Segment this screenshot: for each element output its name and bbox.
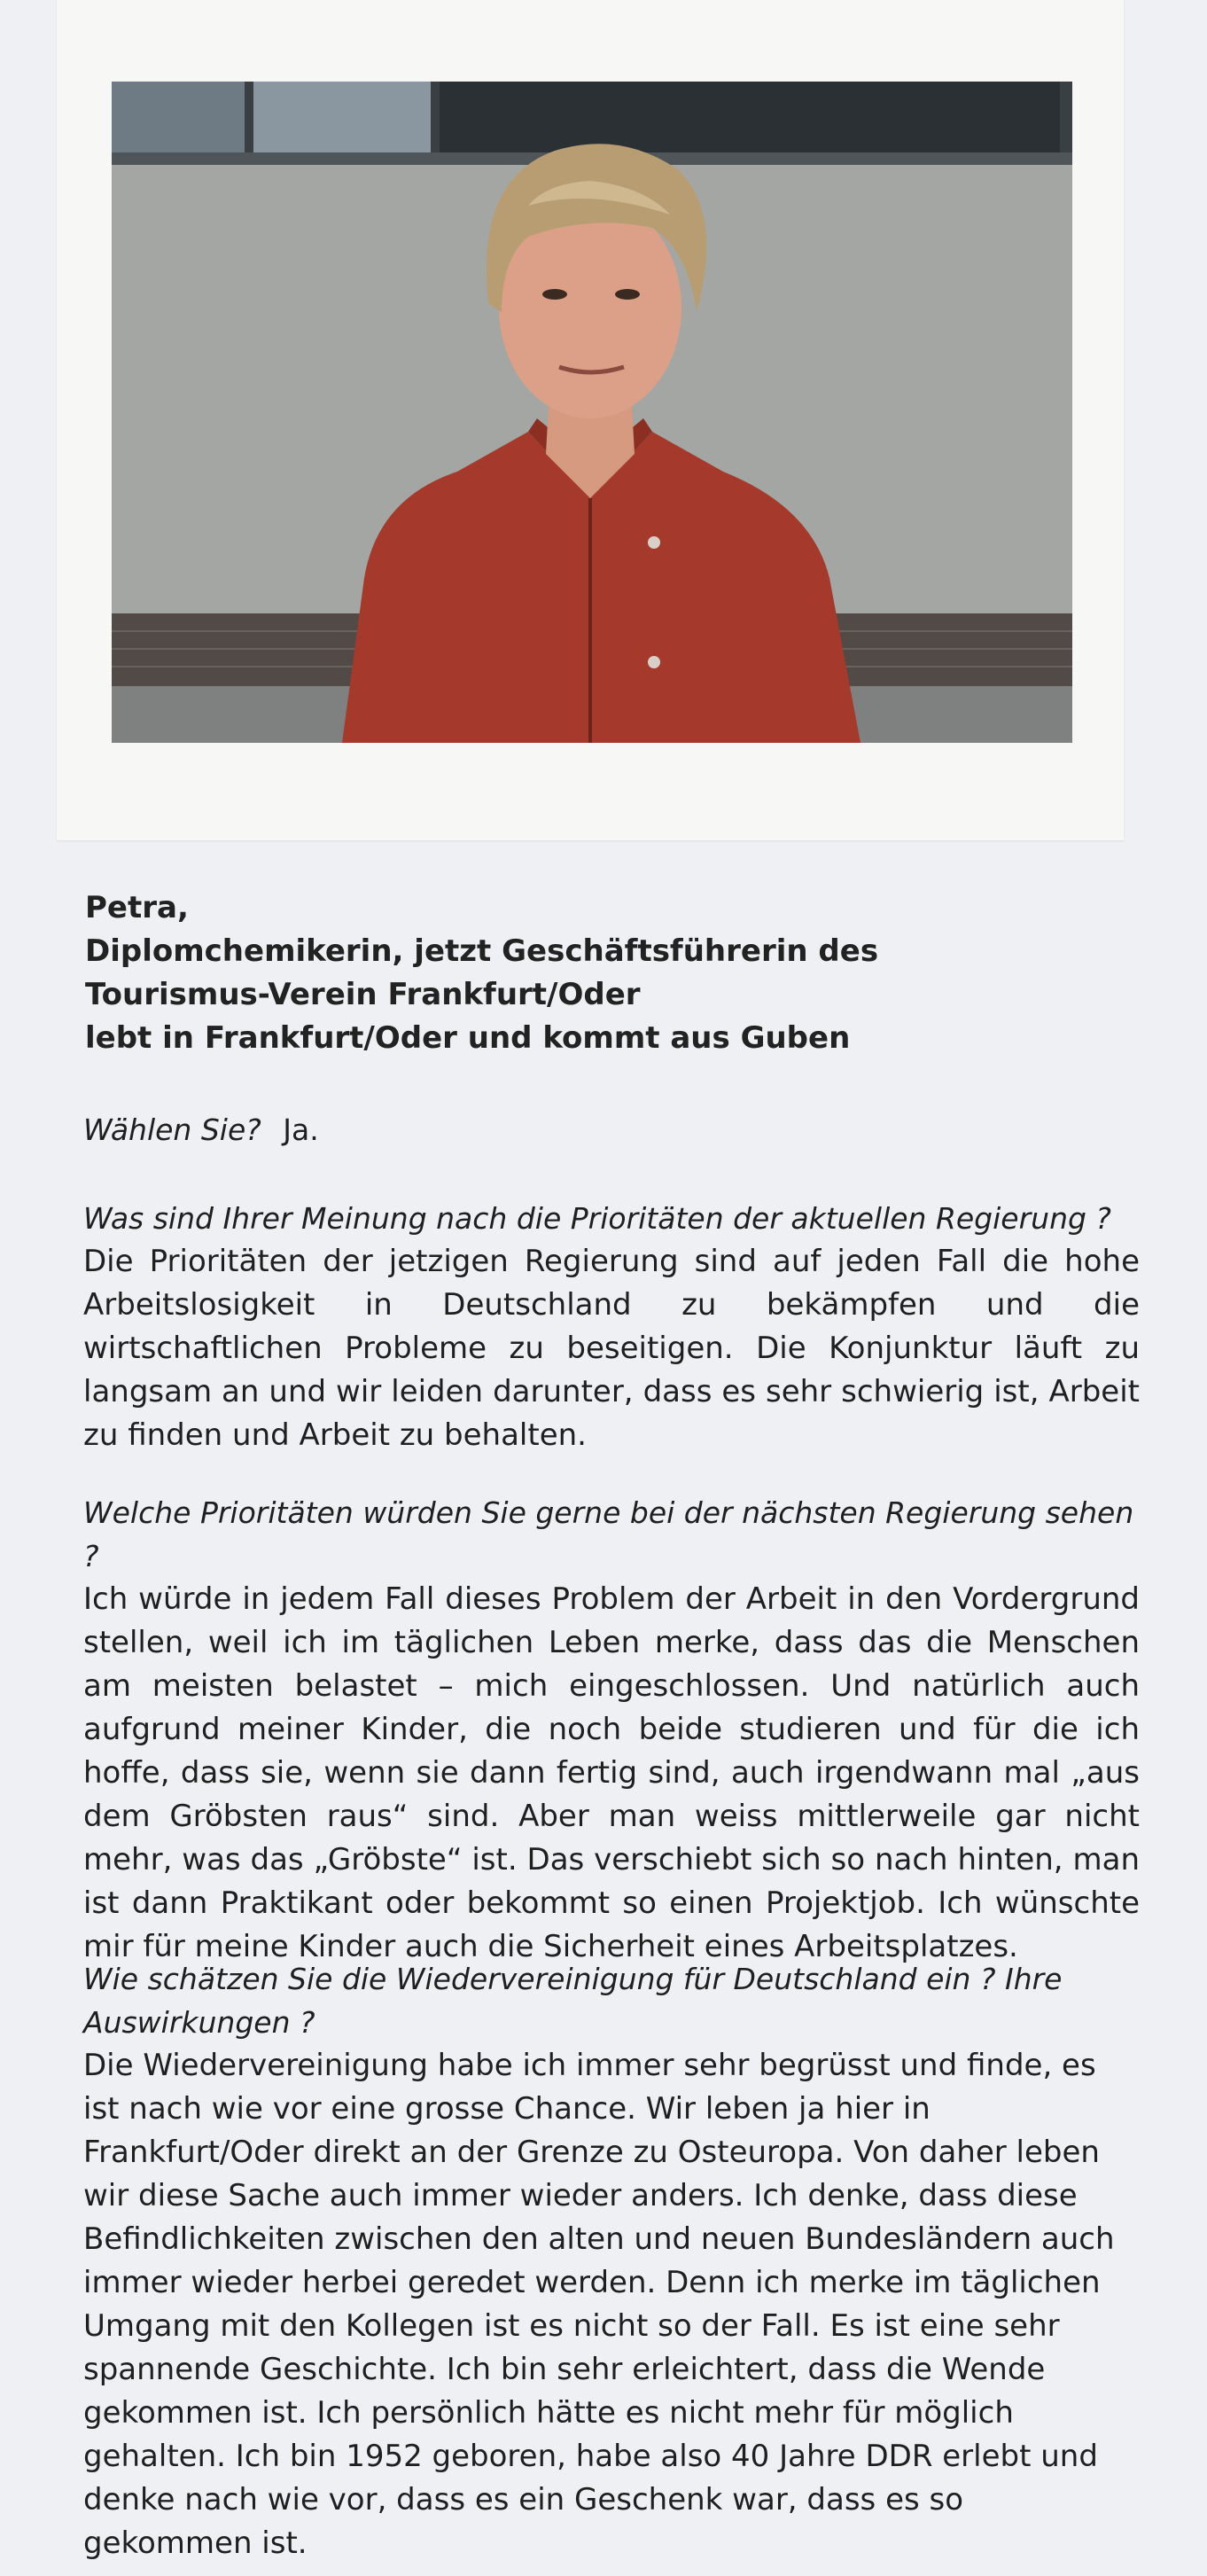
qa-block-reunification: [83, 1957, 1140, 2565]
qa-block-voting: [83, 1108, 1140, 1151]
question-next-priorities: Welche Prioritäten würden Sie gerne bei der nächsten Regierung sehen ?: [83, 1495, 1134, 1573]
answer-current-priorities: Die Prioritäten der jetzigen Regierung sind auf jeden Fall die hohe Arbeitslosigkeit in Deutschland zu bekämpfen und die wirtschaftlichen Probleme zu beseitigen. Die Konjunktur läuft zu langsam an und wir leiden darunter, dass es sehr schwierig ist, Arbeit zu finden und Arbeit zu behalten.: [83, 1244, 1140, 1453]
header-organization: Tourismus-Verein Frankfurt/Oder: [85, 977, 641, 1012]
portrait-photo: [112, 82, 1072, 743]
header-name: Petra,: [85, 890, 189, 925]
answer-text: Ja.: [283, 1112, 319, 1147]
answer-reunification: Die Wiedervereinigung habe ich immer sehr begrüsst und finde, es ist nach wie vor eine grosse Chance. Wir leben ja hier in Frankfurt/Oder direkt an der Grenze zu Osteuropa. Von daher leben wir diese Sache auch immer wieder anders. Ich denke, dass diese Befindlichkeiten zwischen den alten und neuen Bundesländern auch immer wieder herbei geredet werden. Denn ich merke im täglichen Umgang mit den Kollegen ist es nicht so der Fall. Es ist eine sehr spannende Geschichte. Ich bin sehr erleichtert, dass die Wende gekommen ist. Ich persönlich hätte es nicht mehr für möglich gehalten. Ich bin 1952 geboren, habe also 40 Jahre DDR erlebt und denke nach wie vor, dass es ein Geschenk war, dass es so gekommen ist.: [83, 2048, 1115, 2561]
question-reunification: Wie schätzen Sie die Wiedervereinigung für Deutschland ein ? Ihre Auswirkungen ?: [83, 1962, 1063, 2040]
header-residence: lebt in Frankfurt/Oder und kommt aus Guben: [85, 1020, 851, 1056]
portrait-image: [112, 82, 1072, 743]
question-voting: [83, 1108, 1140, 1151]
interviewee-header: [85, 886, 1149, 1060]
question-text: Wählen Sie?: [83, 1112, 261, 1147]
question-current-priorities: Was sind Ihrer Meinung nach die Prioritäten der aktuellen Regierung ?: [83, 1201, 1111, 1236]
qa-block-next-priorities: [83, 1491, 1140, 1969]
answer-next-priorities: Ich würde in jedem Fall dieses Problem der Arbeit in den Vordergrund stellen, weil ich im täglichen Leben merke, dass das die Menschen am meisten belastet – mich eingeschlossen. Und natürlich auch aufgrund meiner Kinder, die noch beide studieren und für die ich hoffe, dass sie, wenn sie dann fertig sind, auch irgendwann mal „aus dem Gröbsten raus“ sind. Aber man weiss mittlerweile gar nicht mehr, was das „Gröbste“ ist. Das verschiebt sich so nach hinten, man ist dann Praktikant oder bekommt so einen Projektjob. Ich wünschte mir für meine Kinder auch die Sicherheit eines Arbeitsplatzes.: [83, 1581, 1140, 1964]
photo-card: [57, 0, 1124, 840]
header-occupation: Diplomchemikerin, jetzt Geschäftsführerin des: [85, 933, 879, 969]
qa-block-current-priorities: [83, 1197, 1140, 1457]
